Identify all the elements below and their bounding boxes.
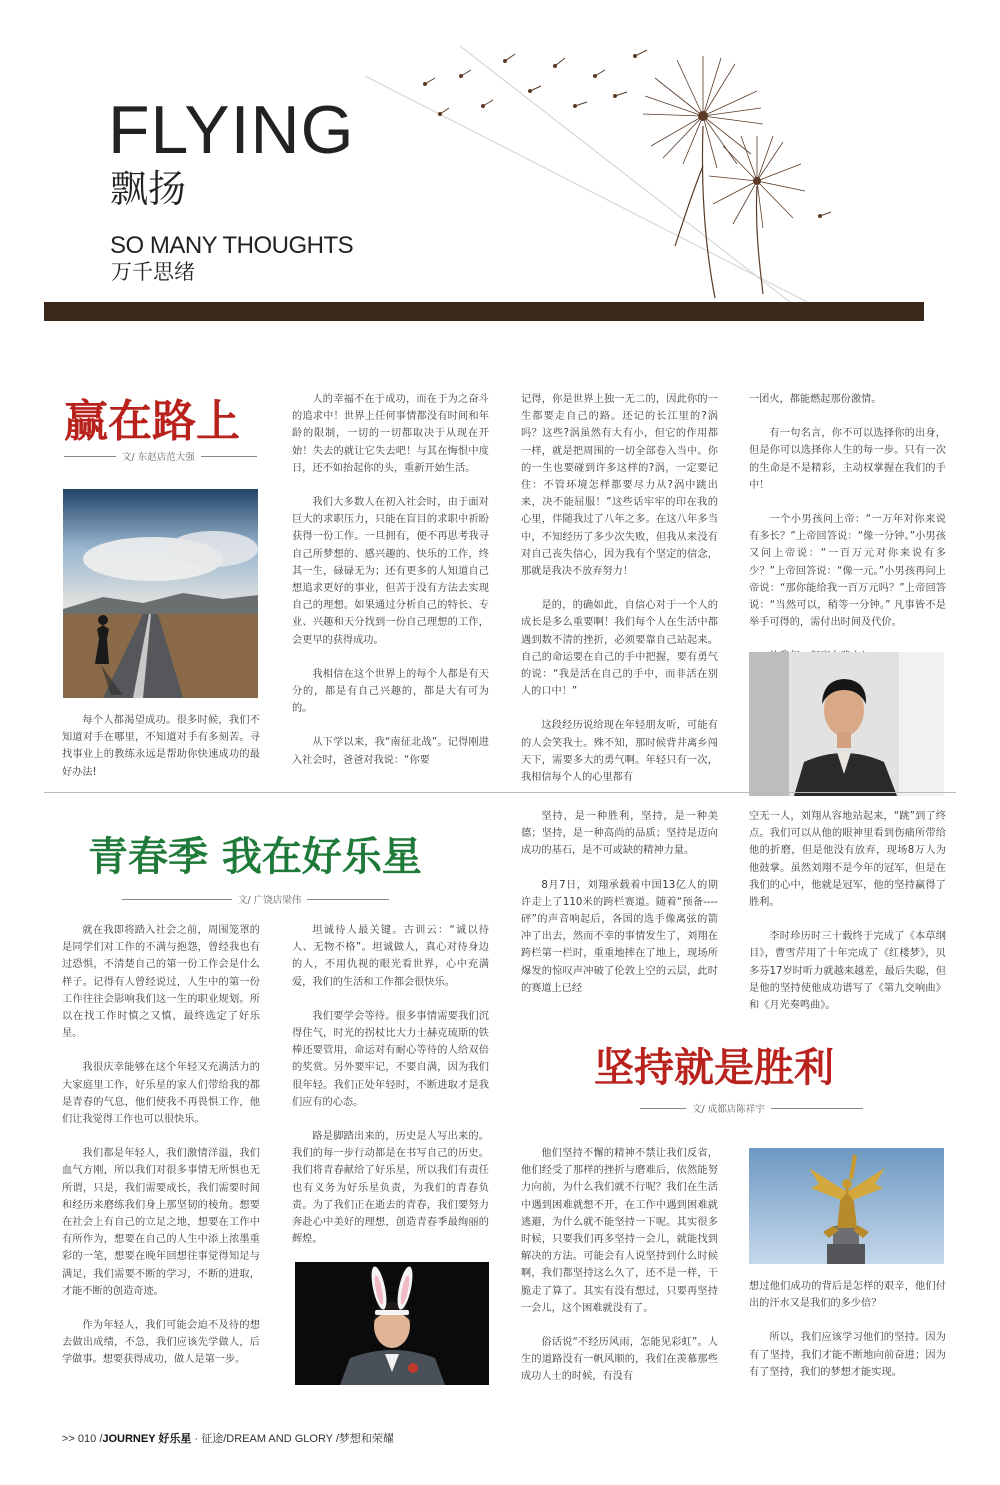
paragraph: 李时珍历时三十载终于完成了《本草纲目》，曹雪芹用了十年完成了《红楼梦》，贝多芬17岁时听力就越来越差，最后失聪，但是他的坚持使他成功谱写了《第九交响曲》和《月光奏鸣曲》。 xyxy=(749,931,946,1012)
paragraph: 人的幸福不在于成功，而在于为之奋斗的追求中！世界上任何事情都没有时间和年龄的限制，一切的一切都取决于从现在开始！失去的就让它失去吧！与其在悔恨中度日，还不如抬起你的头，重新开始生活。 xyxy=(292,394,489,474)
paragraph: 空无一人，刘翔从容地站起来，“跳”到了终点。我们可以从他的眼神里看到伤痛所带给他的折磨，但是他没有放弃，现场8万人为他鼓掌。虽然刘翔不是今年的冠军，但是在我们的心中，他就是冠军，他的坚持赢得了胜利。 xyxy=(749,811,946,909)
paragraph: 我们都是年轻人，我们激情洋溢，我们血气方刚，所以我们对很多事情无所惧也无所谓，只是，我们需要成长，我们需要时间和经历来磨练我们身上那坚韧的棱角。想要在社会上有自己的立足之地，想要在工作中有所作为，想要在自己的人生中添上浓墨重彩的一笔，想要在晚年回想往事觉得知足与满足，我们需要不断的学习，不断的进取，才能不断的创造奇迹。 xyxy=(62,1148,260,1297)
paragraph: 坦诚待人最关键。古训云：“诚以待人、无物不格”。坦诚做人，真心对待身边的人，不用仇视的眼光看世界，心中充满爱，我们的生活和工作都会很快乐。 xyxy=(292,925,489,988)
article2-byline: 文/ 广饶店梁伟 xyxy=(122,892,389,906)
footer-section: · 征途/DREAM AND GLORY /梦想和荣耀 xyxy=(191,1433,394,1445)
page-footer xyxy=(62,1430,394,1446)
header-subtitle-cn: 万千思绪 xyxy=(111,260,195,284)
paragraph: 我们要学会等待。很多事情需要我们沉得住气，时光的拐杖比大力士赫克琉斯的铁棒还要管用，命运对有耐心等待的人给双倍的奖赏。另外要牢记，不要自满，因为我们很年轻。我们正处年轻时，不断进取才是我们应有的心态。 xyxy=(292,1010,489,1108)
article3-top-column-1 xyxy=(521,808,718,997)
paragraph: 俗话说“不经历风雨，怎能见彩虹”。人生的道路没有一帆风顺的，我们在羡慕那些成功人士的时候，有没有 xyxy=(521,1337,718,1383)
header-subtitle-en: SO MANY THOUGHTS xyxy=(110,232,354,259)
paragraph: 作为年轻人，我们可能会迫不及待的想去做出成绩，不急，我们应该先学做人，后学做事。想要获得成功，做人是第一步。 xyxy=(62,1320,260,1366)
article1-byline: 文/ 东赵店范大强 xyxy=(64,449,257,463)
article1-photo-road xyxy=(63,489,258,698)
paragraph: 所以，我们应该学习他们的坚持。因为有了坚持，我们才能不断地向前奋进；因为有了坚持，我们的梦想才能实现。 xyxy=(749,1332,946,1378)
paragraph: 他们坚持不懈的精神不禁让我们反省，他们经受了那样的挫折与磨难后，依然能努力向前，为什么我们就不行呢？我们在生活中遇到困难就想不开，在工作中遇到困难就逃避，为什么就不能坚持一下呢。其实很多时候，只要我们再多坚持一会儿，就能找到解决的方法。可能会有人说坚持到什么时候啊，我们都坚持这么久了，还不是一样，干脆走了算了。其实有没有想过，只要再坚持一会儿，这个困难就没有了。 xyxy=(521,1148,718,1314)
article2-title: 青春季 我在好乐星 xyxy=(88,833,422,880)
paragraph: 有一句名言，你不可以选择你的出身，但是你可以选择你人生的每一步。只有一次的生命是不是精彩，主动权掌握在我们的手中！ xyxy=(749,428,946,491)
article2-column-2 xyxy=(292,922,489,1248)
article3-title: 坚持就是胜利 xyxy=(594,1044,834,1091)
footer-journey: JOURNEY xyxy=(102,1433,156,1445)
paragraph: 我很庆幸能够在这个年轻又充满活力的大家庭里工作，好乐星的家人们带给我的都是青春的气息，他们使我不再畏惧工作，他们让我觉得工作也可以很快乐。 xyxy=(62,1062,260,1126)
paragraph: 是的，的确如此，自信心对于一个人的成长是多么重要啊！我们每个人在生活中都遇到数不清的挫折，必须要靠自己站起来。自己的命运要在自己的手中把握，要有勇气的说：“我是活在自己的手中，而非活在别人的口中！” xyxy=(521,600,718,698)
page-number: >> 010 / xyxy=(62,1433,103,1445)
paragraph: 想过他们成功的背后是怎样的艰辛，他们付出的汗水又是我们的多少倍？ xyxy=(749,1281,946,1310)
paragraph: 我们大多数人在初入社会时，由于面对巨大的求职压力，只能在盲目的求职中祈盼获得一份工作。一旦拥有，便不再思考我寻自己所梦想的、感兴趣的、快乐的工作，终其一生，碌碌无为；还有更多的人知道自己想追求更好的事业，但苦于没有方法去实现自己的理想。如果通过分析自己的特长、专业、兴趣和天分找到一份自己理想的工作，会更早的获得成功。 xyxy=(292,497,489,646)
article1-column-3 xyxy=(521,391,718,786)
paragraph: 从下学以来，我“南征北战”。记得刚进入社会时，爸爸对我说：“你要 xyxy=(292,737,489,766)
article3-top-column-2 xyxy=(749,808,946,1014)
paragraph: 路是脚踏出来的，历史是人写出来的。我们的每一步行动都是在书写自己的历史。我们将青春献给了好乐星，所以我们有责任也有义务为好乐星负责，为我们的青春负责。为了我们正在逝去的青春，我们要努力奔赴心中美好的理想，创造青春季最绚丽的辉煌。 xyxy=(292,1131,489,1246)
paragraph: 就在我即将踏入社会之前，周围笼罩的是同学们对工作的不满与抱怨，曾经我也有过恐惧，不清楚自己的第一份工作会是什么样子。记得有人曾经说过，人生中的第一份工作往往会影响我们这一生的职业规划。所以在找工作时慎之又慎，最终选定了好乐星。 xyxy=(62,925,260,1040)
article1-column-4 xyxy=(749,391,946,666)
header-bar xyxy=(44,302,924,321)
header-title-cn: 飘扬 xyxy=(110,167,187,211)
article3-byline: 文/ 成都店陈祥宇 xyxy=(640,1101,863,1115)
paragraph: 记得，你是世界上独一无二的，因此你的一生都要走自己的路。还记的长江里的?涡吗？这些?涡虽然有大有小，但它的作用都一样，就是把周围的一切全部卷入当中。你的一生也要碰到许多这样的?涡，一定要记住：不管环境怎样都要尽力从?涡中跳出来，决不能屈服！”这些话牢牢的印在我的心里，伴随我过了八年之多。在这八年多当中，不知经历了多少次失败，但我从来没有对自己丧失信心，因为我有个坚定的信念，那就是我决不放弃努力！ xyxy=(521,394,718,578)
header-title-en: FLYING xyxy=(108,92,355,168)
article3-column-2 xyxy=(749,1278,946,1381)
paragraph: 8月7日，刘翔承载着中国13亿人的期许走上了110米的跨栏赛道。随着“预备----砰”的声音响起后，各国的选手像离弦的箭冲了出去，然而不幸的事情发生了，刘翔在跨栏第一栏时，重重地摔在了地上，现场所爆发的惊叹声冲破了伦敦上空的云层，此时的赛道上已经 xyxy=(521,879,718,994)
article3-photo-statue xyxy=(749,1148,944,1264)
paragraph: 这段经历说给现在年轻朋友听，可能有的人会笑我土。殊不知，那时候背井离乡闯天下，需要多大的勇气啊。年轻只有一次，我相信每个人的心里都有 xyxy=(521,720,718,784)
article1-photo-portrait xyxy=(749,652,944,796)
paragraph: 一团火，都能燃起那份激情。 xyxy=(749,394,882,405)
footer-brand: 好乐星 xyxy=(155,1433,192,1445)
article2-photo-portrait xyxy=(295,1262,489,1385)
paragraph: 我相信在这个世界上的每个人都是有天分的，都是有自己兴趣的，都是大有可为的。 xyxy=(292,668,489,715)
section-divider xyxy=(44,792,956,793)
dandelion-illustration xyxy=(365,36,940,306)
article3-column-1 xyxy=(521,1145,718,1386)
article1-title: 赢在路上 xyxy=(64,396,240,447)
article1-caption xyxy=(62,712,260,781)
paragraph: 坚持，是一种胜利，坚持，是一种美德；坚持，是一种高尚的品质；坚持是迈向成功的基石，是不可或缺的精神力量。 xyxy=(521,811,718,857)
article2-column-1 xyxy=(62,922,260,1369)
paragraph: 一个小男孩问上帝：“一万年对你来说有多长？”上帝回答说：“像一分钟。”小男孩又问上帝说：“一百万元对你来说有多少？”上帝回答说：“像一元。”小男孩再问上帝说：“那你能给我一百万元吗？”上帝回答说：“当然可以，稍等一分钟。” 凡事皆不是举手可得的，需付出时间及代价。 xyxy=(749,514,946,629)
article1-caption-text: 每个人都渴望成功。很多时候，我们不知道对手在哪里，不知道对手有多刻苦。寻找事业上的教练永远是帮助你快速成功的最好办法! xyxy=(62,715,260,778)
article1-column-2 xyxy=(292,391,489,769)
